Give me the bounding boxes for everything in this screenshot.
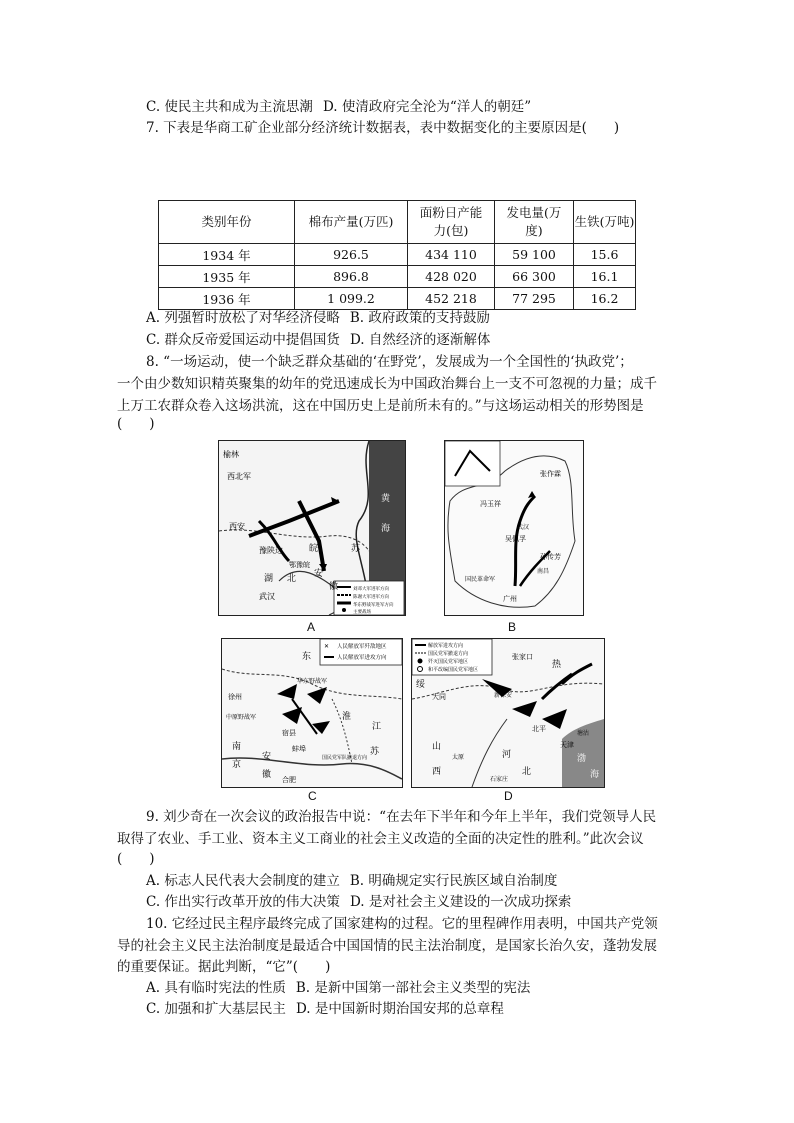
map-a-text: 西安 (229, 522, 245, 531)
map-a-text: 西北军 (227, 472, 251, 481)
map-b-text: 武汉 (517, 524, 530, 531)
table-cell: 428 020 (408, 266, 495, 288)
map-b-text: 孙传芳 (540, 553, 561, 561)
map-a-text: 海 (381, 524, 391, 534)
q7-option-a: A. 列强暂时放松了对华经济侵略 (146, 310, 340, 326)
map-d-text: 大同 (432, 693, 446, 701)
map-c-text: 蚌埠 (292, 745, 306, 753)
q10-stem-line-2: 导的社会主义民主法治制度是最适合中国国情的民主法治制度，是国家长治久安，蓬勃发展 (117, 938, 657, 954)
map-b-text: 冯玉祥 (480, 500, 501, 508)
map-d-text: 北 (522, 767, 532, 777)
table-row (159, 244, 636, 266)
map-a-text: 豫陕边 (259, 546, 283, 555)
table-cell: 16.1 (574, 266, 636, 288)
map-c-text: 江 (372, 722, 382, 732)
q9-option-a: A. 标志人民代表大会制度的建立 (146, 873, 340, 889)
map-d-text: 河 (502, 750, 512, 760)
map-c-text: 华东野战军 (297, 678, 328, 685)
map-a-drawing (219, 441, 405, 615)
q6-option-c: C. 使民主共和成为主流思潮 (146, 99, 313, 115)
map-c-text: 京 (232, 760, 242, 770)
map-c-label: C (308, 789, 317, 803)
map-d-drawing (412, 639, 604, 787)
table-cell: 1934 年 (159, 244, 295, 266)
q7-data-table (158, 200, 636, 310)
q8-stem-line-1: 8. “一场运动，使一个缺乏群众基础的‘在野党’，发展成为一个全国性的‘执政党’； (146, 354, 633, 370)
map-d-text: 张家口 (512, 653, 533, 661)
table-cell: 15.6 (574, 244, 636, 266)
map-c-text: 宿县 (282, 729, 296, 737)
table-row (159, 266, 636, 288)
table-cell: 434 110 (408, 244, 495, 266)
q9-options-cd (146, 892, 571, 912)
q6-option-d: D. 使清政府完全沦为“洋人的朝廷” (322, 99, 532, 115)
q7-options-cd (146, 330, 490, 350)
map-d-text: 天津 (560, 741, 574, 749)
map-a-text: 安 (314, 569, 324, 579)
q8-stem-line-3: 上万工农群众卷入这场洪流，这在中国历史上是前所未有的。”与这场运动相关的形势图是 (117, 398, 644, 414)
table-cell: 452 218 (408, 288, 495, 310)
table-header-cell: 类别年份 (159, 201, 295, 244)
map-c-text: 合肥 (282, 776, 296, 784)
map-b-text: 南昌 (537, 568, 550, 575)
q9-options-ab (146, 871, 557, 891)
map-a-legend: 华东野战军进军方向 (353, 603, 394, 608)
q7-stem: 7. 下表是华商工矿企业部分经济统计数据表，表中数据变化的主要原因是( ) (146, 120, 620, 136)
map-d-legend: 解放军进攻方向 (428, 643, 464, 649)
table-header-cell: 面粉日产能力(包) (408, 201, 495, 244)
map-a-text: 皖 (309, 544, 319, 554)
q8-stem-line-4: ( ) (117, 416, 155, 432)
map-d-text: 新保安 (494, 692, 513, 699)
map-a-legend: 刘邓大军进军方向 (353, 587, 389, 592)
map-d-text: 渤 (577, 754, 587, 764)
q10-option-b: B. 是新中国第一部社会主义类型的宪法 (295, 980, 531, 996)
table-header-cell: 发电量(万度) (495, 201, 574, 244)
map-a-text: 苏 (351, 544, 361, 554)
map-c-text: 安 (262, 752, 272, 762)
q9-option-c: C. 作出实行改革开放的伟大决策 (146, 894, 340, 910)
q9-option-d: D. 是对社会主义建设的一次成功探索 (349, 894, 572, 910)
table-cell: 896.8 (295, 266, 408, 288)
map-c-text: 国民党军队撤退方向 (322, 755, 368, 761)
q9-stem-line-1: 9. 刘少奇在一次会议的政治报告中说：“在去年下半年和今年上半年，我们党领导人民 (146, 809, 657, 825)
map-b-label: B (508, 620, 517, 634)
q10-option-a: A. 具有临时宪法的性质 (146, 980, 286, 996)
table-header-row (159, 201, 636, 244)
map-c-text: 苏 (370, 747, 380, 757)
q9-stem-line-3: ( ) (117, 851, 155, 867)
map-a (218, 440, 406, 616)
q10-option-c: C. 加强和扩大基层民主 (146, 1001, 286, 1017)
map-d-text: 石家庄 (490, 776, 509, 783)
map-b (444, 440, 584, 616)
q10-options-ab (146, 978, 530, 998)
map-d-legend: 和平改编国民党军地区 (428, 667, 479, 673)
q10-options-cd (146, 999, 504, 1019)
q7-option-d: D. 自然经济的逐渐解体 (349, 332, 491, 348)
map-d-label: D (504, 789, 513, 803)
map-d-text: 山 (432, 742, 442, 752)
map-a-text: 湖 (264, 574, 274, 584)
map-a-text: 北 (287, 574, 297, 584)
table-cell: 16.2 (574, 288, 636, 310)
map-a-text: 武汉 (259, 592, 275, 601)
map-c-legend-icon: ✕ (324, 643, 330, 650)
map-a-text: 鄂豫皖 (289, 561, 310, 569)
table-row (159, 288, 636, 310)
q10-stem-line-3: 的重要保证。据此判断，“它”( ) (117, 959, 331, 975)
map-b-text: 广州 (503, 595, 517, 603)
q9-option-b: B. 明确规定实行民族区域自治制度 (349, 873, 558, 889)
map-d (411, 638, 605, 788)
map-c-legend: 人民解放军歼敌地区 (337, 644, 387, 650)
table-cell: 59 100 (495, 244, 574, 266)
map-c-text: 中原野战军 (226, 714, 257, 721)
map-c-text: 徐州 (228, 693, 242, 701)
q7-options-ab (146, 308, 490, 328)
q7-option-c: C. 群众反帝爱国运动中提倡国货 (146, 332, 340, 348)
map-a-label: A (307, 620, 316, 634)
map-a-text: 徽 (329, 582, 339, 592)
table-cell: 1936 年 (159, 288, 295, 310)
q8-stem-line-2: 一个由少数知识精英聚集的幼年的党迅速成长为中国政治舞台上一支不可忽视的力量；成千 (117, 376, 657, 392)
table-cell: 66 300 (495, 266, 574, 288)
q7-option-b: B. 政府政策的支持鼓励 (349, 310, 490, 326)
map-d-text: 绥 (416, 680, 426, 690)
table-cell: 77 295 (495, 288, 574, 310)
map-b-text: 吴佩孚 (505, 535, 526, 543)
map-d-text: 北平 (532, 725, 546, 733)
map-c (221, 638, 403, 788)
map-d-legend: 国民党军撤退方向 (428, 651, 469, 657)
q6-options-cd (146, 97, 531, 117)
table-header-cell: 生铁(万吨) (574, 201, 636, 244)
table-cell: 1935 年 (159, 266, 295, 288)
q9-stem-line-2: 取得了农业、手工业、资本主义工商业的社会主义改造的全面的决定性的胜利。”此次会议 (117, 831, 644, 847)
map-b-text: 国民革命军 (465, 576, 496, 583)
map-a-legend: 主要战场 (353, 610, 371, 615)
map-c-drawing (222, 639, 402, 787)
map-d-legend: 歼灭国民党军地区 (428, 659, 469, 665)
map-c-legend: 人民解放军进攻方向 (337, 655, 387, 661)
map-d-text: 太原 (452, 754, 465, 761)
map-a-text: 黄 (381, 494, 391, 504)
table-cell: 1 099.2 (295, 288, 408, 310)
map-a-text: 榆林 (223, 450, 239, 459)
map-c-text: 南 (232, 742, 242, 752)
map-d-text: 海 (590, 770, 600, 780)
map-c-text: 淮 (342, 712, 352, 722)
q10-stem-line-1: 10. 它经过民主程序最终完成了国家建构的过程。它的里程碑作用表明，中国共产党领 (146, 916, 658, 932)
q10-option-d: D. 是中国新时期治国安邦的总章程 (295, 1001, 504, 1017)
map-b-text: 张作霖 (540, 470, 561, 478)
map-c-text: 徽 (262, 770, 272, 780)
map-d-text: 塘沽 (577, 730, 590, 737)
table-cell: 926.5 (295, 244, 408, 266)
table-header-cell: 棉布产量(万匹) (295, 201, 408, 244)
map-d-text: 西 (432, 767, 442, 777)
map-d-text: 热 (552, 660, 562, 670)
map-a-legend: 陈谢大军进军方向 (353, 595, 389, 600)
map-b-drawing (445, 441, 583, 615)
map-c-text: 东 (302, 652, 312, 662)
